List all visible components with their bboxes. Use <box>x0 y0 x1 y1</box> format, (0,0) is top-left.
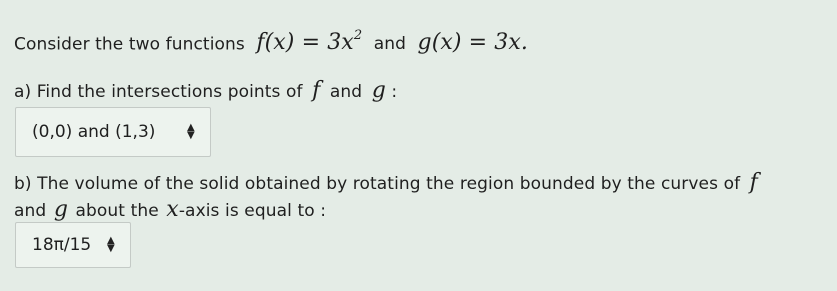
part-b-f: f <box>749 170 758 195</box>
g-definition: g(x) = 3x. <box>417 30 529 56</box>
part-b-question-line2 <box>14 197 326 222</box>
part-b-about-the: about the <box>75 201 159 221</box>
chevron-updown-icon: ▲ ▼ <box>187 122 195 141</box>
f-exponent: 2 <box>353 28 363 43</box>
part-b-x: x <box>166 197 179 222</box>
part-a-text: a) Find the intersections points of <box>14 82 303 102</box>
part-b-g: g <box>53 197 68 222</box>
part-b-answer-select[interactable] <box>15 222 131 268</box>
part-a-colon: : <box>385 82 398 102</box>
part-a-and: and <box>329 82 363 102</box>
part-a-selected-value: (0,0) and (1,3) <box>32 122 156 142</box>
problem-intro <box>14 30 528 55</box>
part-b-selected-value: 18π/15 <box>32 235 92 255</box>
part-a-g: g <box>371 78 386 103</box>
part-a-answer-select[interactable] <box>15 107 211 157</box>
part-b-and: and <box>14 201 47 221</box>
part-a-question <box>14 78 397 103</box>
intro-and-text: and <box>373 34 407 55</box>
part-b-axis-text: -axis is equal to : <box>178 201 327 221</box>
chevron-updown-icon: ▲ ▼ <box>107 235 115 254</box>
part-b-text-line1: b) The volume of the solid obtained by rotating the region bounded by the curves of <box>14 174 741 194</box>
part-b-question-line1 <box>14 170 758 195</box>
f-definition: $f(x) = 3x^2$ <box>256 28 363 56</box>
part-a-f: f <box>312 78 321 103</box>
intro-lead-text: Consider the two functions <box>14 34 245 55</box>
